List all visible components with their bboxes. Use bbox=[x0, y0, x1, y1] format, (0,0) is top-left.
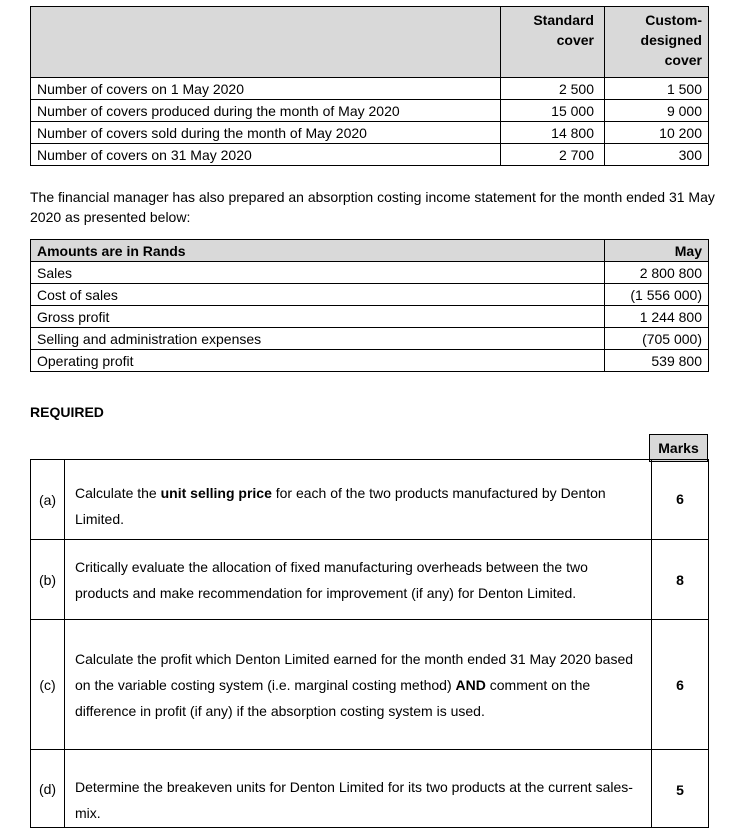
header-standard-line-1: Standard bbox=[533, 12, 594, 28]
row-label: Number of covers on 31 May 2020 bbox=[31, 144, 501, 166]
table-row bbox=[31, 122, 709, 144]
table-row bbox=[31, 306, 709, 328]
header-custom-line-3: cover bbox=[664, 52, 702, 68]
row-value: (1 556 000) bbox=[605, 284, 709, 306]
table-row bbox=[31, 144, 709, 166]
row-value: (705 000) bbox=[605, 328, 709, 350]
question-label: (d) bbox=[31, 750, 65, 828]
intro-paragraph: The financial manager has also prepared an absorption costing income statement for the month ended 31 May 2020 as presented below: bbox=[30, 189, 715, 225]
question-row-a bbox=[31, 460, 709, 540]
question-row-d bbox=[31, 750, 709, 828]
marks-header: Marks bbox=[649, 434, 708, 462]
row-label: Number of covers produced during the month of May 2020 bbox=[31, 100, 501, 122]
row-label: Number of covers on 1 May 2020 bbox=[31, 78, 501, 100]
question-text-part: for each of the two products manufactured by Denton Limited. bbox=[75, 484, 606, 527]
header-standard-line-2: cover bbox=[556, 32, 594, 48]
question-text-part: Determine the breakeven units for Denton Limited for its two products at the current sales-mix. bbox=[75, 778, 633, 821]
question-text bbox=[65, 620, 652, 750]
question-marks: 6 bbox=[652, 620, 709, 750]
standard-value: 14 800 bbox=[501, 122, 605, 144]
question-label: (b) bbox=[31, 540, 65, 620]
row-label: Number of covers sold during the month of May 2020 bbox=[31, 122, 501, 144]
question-text bbox=[65, 750, 652, 828]
question-row-b bbox=[31, 540, 709, 620]
question-marks: 6 bbox=[652, 460, 709, 540]
income-statement-table bbox=[30, 239, 709, 372]
question-text-part: Calculate the profit which Denton Limited earned for the month ended 31 May 2020 based on the variable costing system (i.e. marginal costing method) bbox=[75, 650, 634, 693]
required-heading: REQUIRED bbox=[30, 404, 104, 420]
question-text-part: Critically evaluate the allocation of fixed manufacturing overheads between the two products and make recommendation for improvement (if any) for Denton Limited. bbox=[75, 558, 588, 601]
table-row bbox=[31, 100, 709, 122]
standard-value: 2 700 bbox=[501, 144, 605, 166]
question-label: (c) bbox=[31, 620, 65, 750]
question-text-part: Calculate the bbox=[75, 484, 161, 501]
header-custom-cover bbox=[605, 7, 709, 78]
row-value: 1 244 800 bbox=[605, 306, 709, 328]
covers-table bbox=[30, 6, 709, 166]
custom-value: 300 bbox=[605, 144, 709, 166]
covers-header-blank bbox=[31, 7, 501, 78]
row-value: 2 800 800 bbox=[605, 262, 709, 284]
header-custom-line-1: Custom- bbox=[645, 12, 702, 28]
covers-header-row bbox=[31, 7, 709, 78]
question-text-bold: unit selling price bbox=[160, 484, 272, 501]
custom-value: 10 200 bbox=[605, 122, 709, 144]
question-marks: 8 bbox=[652, 540, 709, 620]
row-label: Sales bbox=[31, 262, 605, 284]
custom-value: 9 000 bbox=[605, 100, 709, 122]
row-label: Selling and administration expenses bbox=[31, 328, 605, 350]
header-custom-line-2: designed bbox=[640, 32, 702, 48]
row-label: Operating profit bbox=[31, 350, 605, 372]
income-header-label: Amounts are in Rands bbox=[31, 240, 605, 262]
table-row bbox=[31, 350, 709, 372]
question-text bbox=[65, 540, 652, 620]
row-label: Gross profit bbox=[31, 306, 605, 328]
header-standard-cover bbox=[501, 7, 605, 78]
row-label: Cost of sales bbox=[31, 284, 605, 306]
question-text bbox=[65, 460, 652, 540]
standard-value: 2 500 bbox=[501, 78, 605, 100]
question-text-part: comment on the difference in profit (if any) if the absorption costing system is used. bbox=[75, 676, 591, 719]
table-row bbox=[31, 78, 709, 100]
custom-value: 1 500 bbox=[605, 78, 709, 100]
income-header-period: May bbox=[605, 240, 709, 262]
question-label: (a) bbox=[31, 460, 65, 540]
question-marks: 5 bbox=[652, 750, 709, 828]
questions-table bbox=[30, 459, 709, 828]
table-row bbox=[31, 284, 709, 306]
standard-value: 15 000 bbox=[501, 100, 605, 122]
table-row bbox=[31, 328, 709, 350]
question-text-bold: AND bbox=[455, 676, 486, 693]
row-value: 539 800 bbox=[605, 350, 709, 372]
income-header-row bbox=[31, 240, 709, 262]
table-row bbox=[31, 262, 709, 284]
question-row-c bbox=[31, 620, 709, 750]
